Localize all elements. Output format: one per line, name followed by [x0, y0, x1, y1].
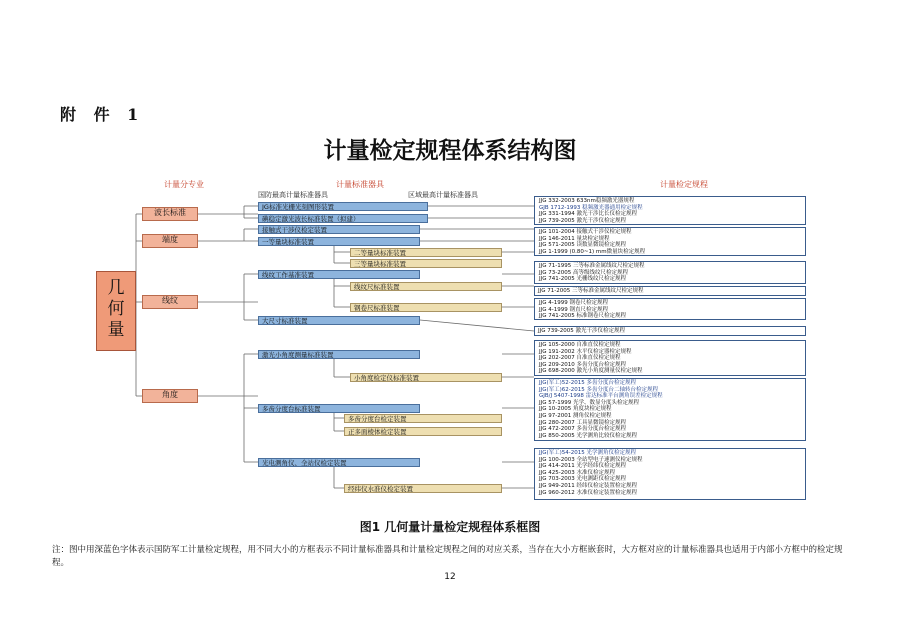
standard-box: 一等量块标准装置: [258, 237, 420, 246]
regulation-line: JJG 191-2002 水平仪检定器检定规程: [539, 348, 632, 355]
regulation-line: GJB 1712-1993 稳频激光器通用检定规程: [539, 204, 643, 211]
regulation-line: JJG 1-1999 (0.80~1) mm微量块检定规程: [539, 248, 646, 255]
regulation-group: [534, 286, 806, 296]
regulation-line: JJG 4-1999 钢直尺检定规程: [539, 306, 608, 313]
regulation-line: JJG 97-2001 测角仪检定规程: [539, 412, 612, 419]
standard-box: 接触式干涉仪检定装置: [258, 225, 420, 234]
regulation-group: [534, 298, 806, 320]
specialty-box: 端度: [142, 234, 198, 248]
header-regulations: 计量检定规程: [660, 180, 708, 189]
root-node: [96, 271, 136, 351]
regulation-group: [534, 448, 806, 500]
regulation-line: JJG(军工)62-2015 多齿分度台二轴转台检定规程: [539, 386, 659, 393]
regulation-line: JJG 100-2003 全站型电子速测仪检定规程: [539, 456, 643, 463]
attachment-label: 附 件 1: [60, 105, 145, 124]
standard-box: JG标准光栅光刻图形装置: [258, 202, 428, 211]
regulation-line: JJG(军工)54-2015 光学测角仪检定规程: [539, 450, 637, 456]
standard-box: 经纬仪水准仪检定装置: [344, 484, 502, 493]
standard-box: 小角度检定仪标准装置: [350, 373, 502, 382]
page-title: 计量检定规程体系结构图: [323, 138, 577, 164]
regulation-line: JJG 4-1999 钢卷尺检定规程: [539, 300, 608, 306]
regulation-line: JJG 741-2005 光栅线纹尺检定规程: [539, 276, 626, 283]
regulation-group: [534, 340, 806, 376]
figure-note: 注：图中用深蓝色字体表示国防军工计量检定规程，用不同大小的方框表示不同计量标准器具和计量检定规程之间的对应关系，当存在大小方框嵌套时，大方框对应的计量标准器具也适用于内部小方框中的检定规程。: [52, 545, 843, 568]
regulation-line: JJG 71-2005 三等标准金属线纹尺检定规程: [538, 288, 644, 294]
regulation-line: JJG 146-2011 量块检定规程: [539, 235, 610, 242]
regulation-line: JJG 101-2004 接触式干涉仪检定规程: [539, 229, 632, 235]
header-specialty: 计量分专业: [164, 180, 204, 189]
standard-box: 碘稳定激光波长标准装置（拟建）: [258, 214, 428, 223]
standard-box: 线纹工作基准装置: [258, 270, 420, 279]
standard-box: 线纹尺标准装置: [350, 282, 502, 291]
standard-box: 激光小角度测量标准装置: [258, 350, 420, 359]
regulation-line: JJG 332-2003 633nm稳频激光器规程: [539, 198, 635, 204]
regulation-group: [534, 326, 806, 336]
regulation-line: JJG 850-2005 光学测角比较仪检定规程: [539, 432, 637, 439]
regulation-line: JJG 331-1994 激光干涉比长仪检定规程: [539, 211, 637, 218]
root-label: 几何量: [107, 278, 125, 340]
standard-box: 多齿分度台检定装置: [344, 414, 502, 423]
standard-box: 二等量块标准装置: [350, 248, 502, 257]
regulation-line: JJG 472-2007 多齿分度台检定规程: [539, 426, 626, 433]
regulation-line: JJG 57-1999 光学、数显分度头检定规程: [539, 399, 639, 406]
standard-box: 大尺寸标准装置: [258, 316, 420, 325]
regulation-group: [534, 196, 806, 225]
regulation-line: JJG 739-2005 激光干涉仪检定规程: [539, 217, 626, 224]
regulation-line: GJB/J 5407-1998 雷达标准平台测角误差检定规程: [539, 393, 663, 400]
standard-box: 光电测角仪、全站仪检定装置: [258, 458, 420, 467]
header-national: 国防最高计量标准器具: [258, 191, 328, 199]
regulation-line: JJG 960-2012 水准仪检定装置检定规程: [539, 489, 637, 496]
regulation-line: JJG 209-2010 多齿分度台检定规程: [539, 361, 626, 368]
regulation-line: JJG 105-2000 自准直仪检定规程: [539, 342, 621, 348]
regulation-line: JJG 414-2011 光学经纬仪检定规程: [539, 463, 626, 470]
regulation-line: JJG 202-2007 自准直仪检定规程: [539, 355, 621, 362]
regulation-line: JJG 10-2005 角度块检定规程: [539, 406, 612, 413]
specialty-box: 角度: [142, 389, 198, 403]
specialty-box: 波长标准: [142, 207, 198, 221]
regulation-line: JJG 280-2007 工具显微镜检定规程: [539, 419, 626, 426]
regulation-group: [534, 261, 806, 284]
standard-box: 正多面棱体检定装置: [344, 427, 502, 436]
specialty-box: 线纹: [142, 295, 198, 309]
regulation-line: JJG 571-2005 读数显微镜检定规程: [539, 242, 626, 249]
regulation-line: JJG 698-2000 激光小角度测量仪检定规程: [539, 368, 643, 375]
regulation-line: JJG 949-2011 经纬仪检定装置检定规程: [539, 482, 637, 489]
standard-box: 多齿分度台标准装置: [258, 404, 420, 413]
regulation-group: [534, 227, 806, 256]
page-number: 12: [444, 572, 456, 582]
regulation-group: [534, 378, 806, 441]
regulation-line: JJG 71-1995 三等标准金属线纹尺检定规程: [539, 263, 645, 269]
regulation-line: JJG 739-2005 激光干涉仪检定规程: [538, 328, 625, 334]
regulation-line: JJG(军工)52-2015 多齿分度台检定规程: [539, 380, 637, 386]
header-standards: 计量标准器具: [336, 180, 384, 189]
header-regional: 区域最高计量标准器具: [408, 191, 478, 199]
regulation-line: JJG 73-2005 高等级线纹尺检定规程: [539, 269, 628, 276]
regulation-line: JJG 741-2005 标准钢卷尺检定规程: [539, 313, 626, 320]
standard-box: 三等量块标准装置: [350, 259, 502, 268]
regulation-line: JJG 703-2003 光电测距仪检定规程: [539, 476, 626, 483]
regulation-line: JJG 425-2003 水准仪检定规程: [539, 469, 615, 476]
standard-box: 钢卷尺标准装置: [350, 303, 502, 312]
figure-caption: 图1 几何量计量检定规程体系框图: [359, 520, 541, 534]
